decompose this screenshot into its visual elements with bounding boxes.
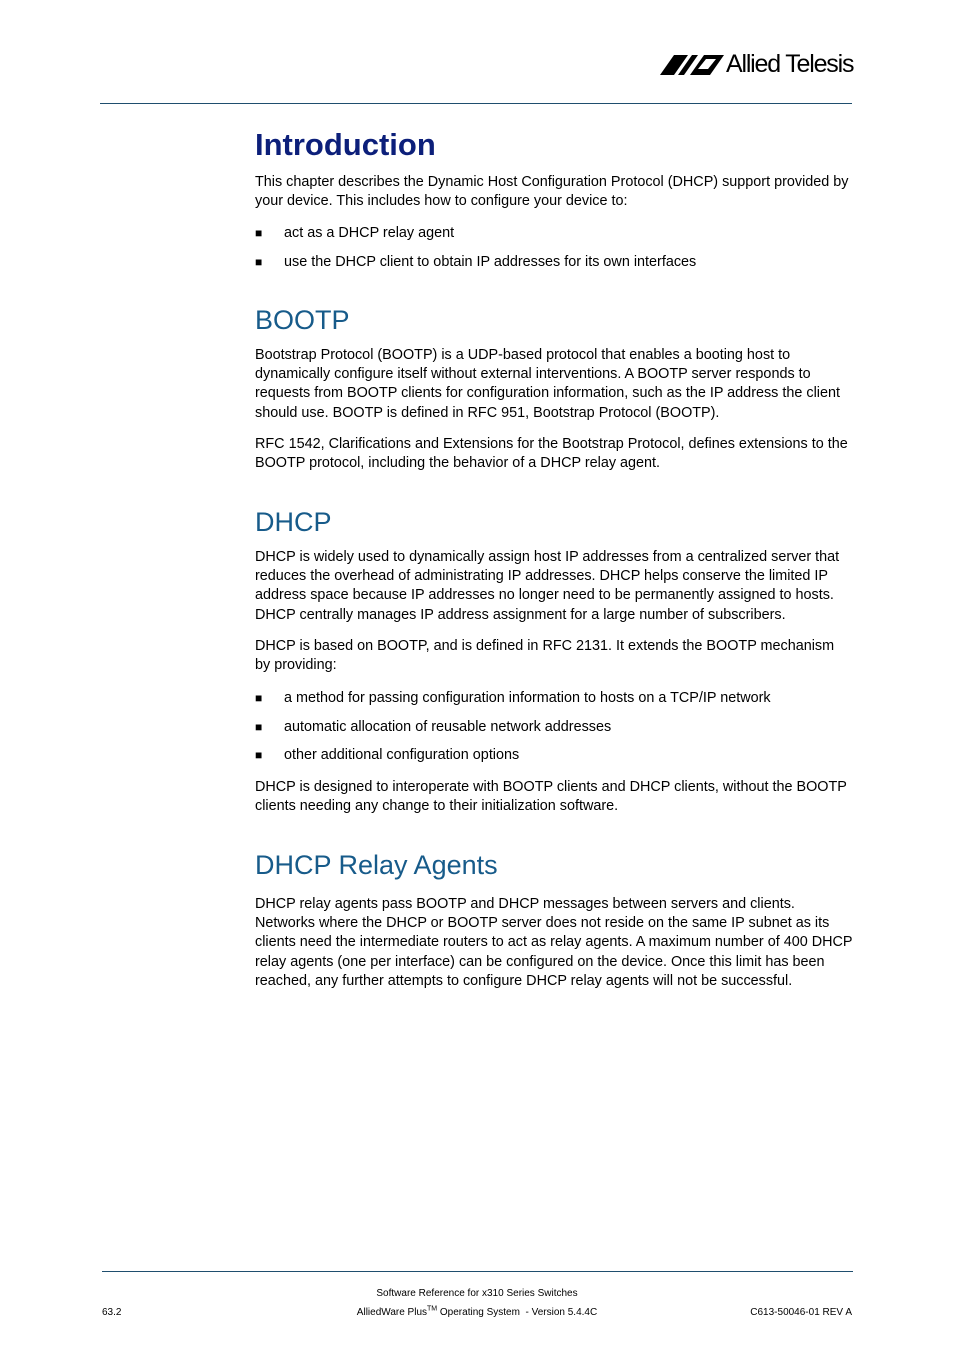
footer-title: Software Reference for x310 Series Switches [376, 1288, 578, 1299]
trademark-mark: TM [427, 1305, 438, 1313]
dhcp-closing-paragraph: DHCP is designed to interoperate with BOOTP clients and DHCP clients, without the BOOTP clients needing any change to their initialization software. [255, 779, 847, 815]
dhcp-paragraph: DHCP is widely used to dynamically assign host IP addresses from a centralized server that reduces the overhead of administrating IP addresses. DHCP helps conserve the limited IP address space because IP addresses no longer need to be permanently assigned to hosts. DHCP centrally manages IP address assignment for a large number of subscribers. [255, 549, 840, 623]
bullet-icon: ■ [255, 720, 263, 734]
list-item-text: a method for passing configuration information to hosts on a TCP/IP network [284, 690, 771, 706]
document-id: C613-50046-01 REV A [750, 1307, 852, 1318]
dhcp-heading: DHCP [255, 507, 332, 537]
bullet-icon: ■ [255, 748, 263, 762]
relay-heading: DHCP Relay Agents [255, 850, 498, 880]
bootp-paragraph: RFC 1542, Clarifications and Extensions for the Bootstrap Protocol, defines extensions to the BOOTP protocol, including the behavior of a DHCP relay agent. [255, 436, 848, 472]
list-item-text: automatic allocation of reusable network addresses [284, 719, 612, 735]
logo-wordmark: Allied Telesis [726, 50, 854, 78]
allied-telesis-logo [660, 50, 856, 80]
intro-paragraph: This chapter describes the Dynamic Host Configuration Protocol (DHCP) support provided by your device. This includes how to configure your device to: [255, 174, 849, 210]
bootp-heading: BOOTP [255, 305, 350, 335]
relay-paragraph: DHCP relay agents pass BOOTP and DHCP messages between servers and clients. Networks where the DHCP or BOOTP server does not reside on the same IP subnet as its clients need the intermediate routers to act as relay agents. A maximum number of 400 DHCP relay agents (one per interface) can be configured on the device. Once this limit has been reached, any further attempts to configure DHCP relay agents will not be successful. [255, 896, 853, 989]
footer-product [300, 1306, 654, 1319]
allied-telesis-mark-icon [660, 54, 724, 76]
bullet-icon: ■ [255, 255, 263, 269]
list-item-text: act as a DHCP relay agent [284, 225, 455, 241]
footer-divider [102, 1271, 853, 1272]
intro-heading: Introduction [255, 127, 436, 162]
bullet-icon: ■ [255, 691, 263, 705]
bullet-icon: ■ [255, 226, 263, 240]
footer-version: Operating System - Version 5.4.4C [437, 1307, 598, 1318]
list-item-text: other additional configuration options [284, 747, 520, 763]
header-divider [100, 103, 852, 104]
footer-product-name: AlliedWare Plus [356, 1307, 428, 1318]
page-number: 63.2 [102, 1307, 122, 1318]
list-item-text: use the DHCP client to obtain IP addresses for its own interfaces [284, 254, 697, 270]
bootp-paragraph: Bootstrap Protocol (BOOTP) is a UDP-based protocol that enables a booting host to dynamically configure itself without external interventions. A BOOTP server responds to requests from BOOTP clients for configuration information, such as the IP address the client should use. BOOTP is defined in RFC 951, Bootstrap Protocol (BOOTP). [255, 347, 840, 421]
dhcp-paragraph: DHCP is based on BOOTP, and is defined in RFC 2131. It extends the BOOTP mechanism by providing: [255, 638, 835, 674]
